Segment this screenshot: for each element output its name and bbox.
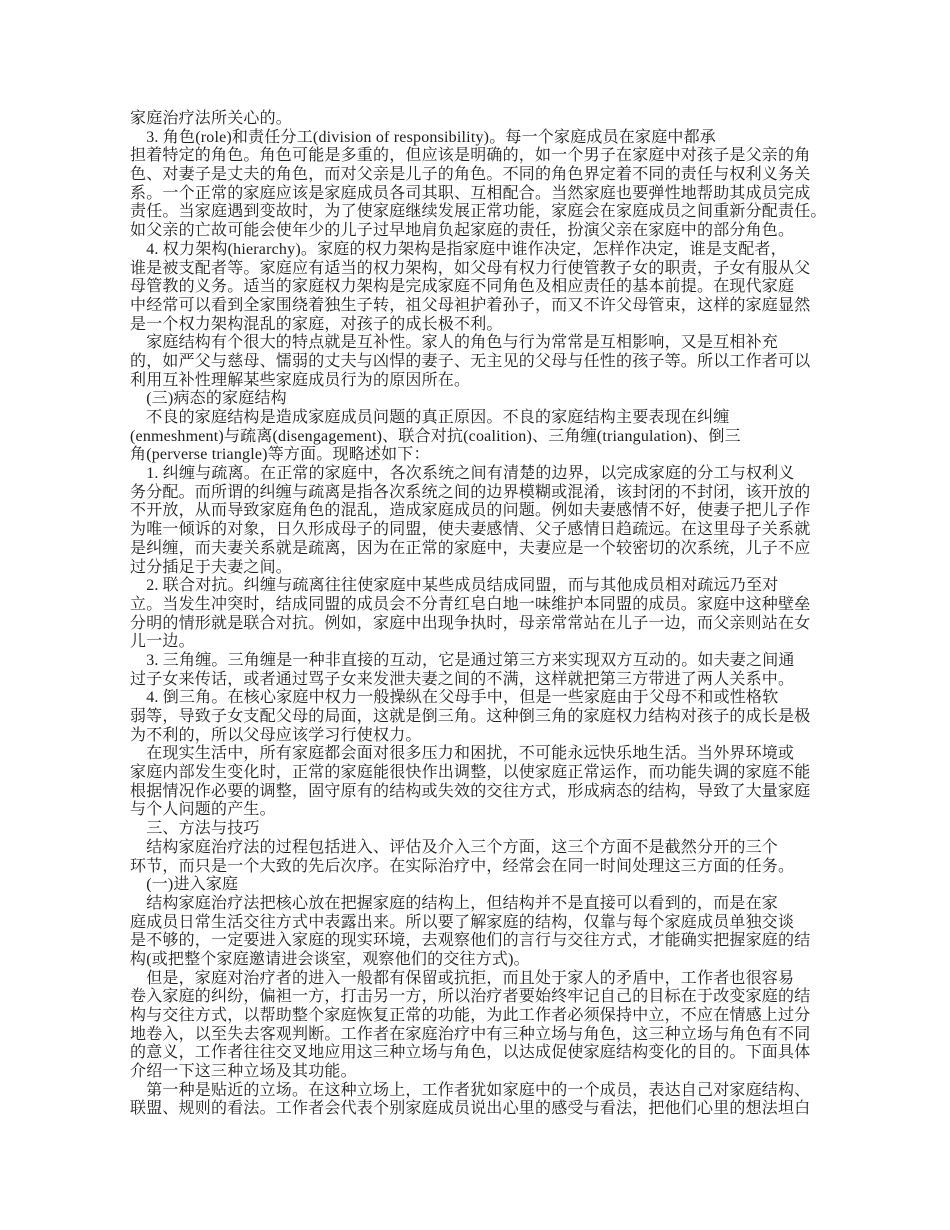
text-line: (一)进入家庭 (130, 876, 239, 894)
text-line: 中经常可以看到全家围绕着独生子转，祖父母袒护着孙子，而又不许父母管束，这样的家庭显然 (130, 296, 811, 314)
text-line: 第一种是贴近的立场。在这种立场上，工作者犹如家庭中的一个成员，表达自己对家庭结构、 (130, 1081, 811, 1099)
text-line: 立。当发生冲突时，结成同盟的成员会不分青红皂白地一味维护本同盟的成员。家庭中这种壁垒 (130, 595, 811, 613)
text-line: 2. 联合对抗。纠缠与疏离往往使家庭中某些成员结成同盟，而与其他成员相对疏远乃至对 (130, 577, 779, 595)
text-line: 不开放，从而导致家庭角色的混乱，造成家庭成员的问题。例如夫妻感情不好，使妻子把儿子作 (130, 502, 811, 520)
text-line: 为唯一倾诉的对象，日久形成母子的同盟，使夫妻感情、父子感情日趋疏远。在这里母子关系就 (130, 521, 811, 539)
text-line: 责任。当家庭遇到变故时，为了使家庭继续发展正常功能，家庭会在家庭成员之间重新分配责任。 (130, 203, 827, 221)
text-line: 色、对妻子是丈夫的角色，而对父亲是儿子的角色。不同的角色界定着不同的责任与权利义务关 (130, 166, 811, 184)
text-line: 介绍一下这三种立场及其功能。 (130, 1063, 357, 1081)
text-line: 环节，而只是一个大致的先后次序。在实际治疗中，经常会在同一时间处理这三方面的任务。 (130, 857, 795, 875)
text-line: 分明的情形就是联合对抗。例如，家庭中出现争执时，母亲常常站在儿子一边，而父亲则站在女 (130, 614, 811, 632)
text-line: 家庭治疗法所关心的。 (130, 110, 293, 127)
text-line: 是一个权力架构混乱的家庭，对孩子的成长极不利。 (130, 315, 503, 333)
text-line: 三、方法与技巧 (130, 820, 260, 838)
text-line: 弱等，导致子女支配父母的局面，这就是倒三角。这种倒三角的家庭权力结构对孩子的成长是极 (130, 708, 811, 725)
text-line: 系。一个正常的家庭应该是家庭成员各司其职、互相配合。当然家庭也要弹性地帮助其成员完成 (130, 184, 811, 202)
text-line: 庭成员日常生活交往方式中表露出来。所以要了解家庭的结构，仅靠与每个家庭成员单独交谈 (130, 913, 795, 931)
text-line: 地卷入，以至失去客观判断。工作者在家庭治疗中有三种立场与角色，这三种立场与角色有不同 (130, 1025, 811, 1043)
text-line: 家庭内部发生变化时，正常的家庭能很快作出调整，以使家庭正常运作，而功能失调的家庭不能 (130, 764, 811, 782)
text-line: 不良的家庭结构是造成家庭成员问题的真正原因。不良的家庭结构主要表现在纠缠 (130, 409, 730, 426)
text-line: 利用互补性理解某些家庭成员行为的原因所在。 (130, 371, 471, 389)
text-line: 4. 倒三角。在核心家庭中权力一般操纵在父母手中，但是一些家庭由于父母不和或性格软 (130, 689, 779, 707)
text-line: 结构家庭治疗法把核心放在把握家庭的结构上，但结构并不是直接可以看到的，而是在家 (130, 894, 779, 912)
text-line: 构(或把整个家庭邀请进会谈室，观察他们的交往方式)。 (130, 950, 530, 968)
text-line: 4. 权力架构(hierarchy)。家庭的权力架构是指家庭中谁作决定，怎样作决定，谁是支配者， (130, 240, 787, 258)
text-line: 务分配。而所谓的纠缠与疏离是指各次系统之间的边界模糊或混淆，该封闭的不封闭，该开放的 (130, 483, 811, 501)
text-line: 与个人问题的产生。 (130, 801, 276, 819)
text-line: 但是，家庭对治疗者的进入一般都有保留或抗拒，而且处于家人的矛盾中，工作者也很容易 (130, 969, 795, 987)
text-line: 是不够的，一定要进入家庭的现实环境，去观察他们的言行与交往方式，才能确实把握家庭的结 (130, 932, 811, 950)
text-line: 联盟、规则的看法。工作者会代表个别家庭成员说出心里的感受与看法，把他们心里的想法坦白 (130, 1100, 811, 1118)
text-line: 构与交往方式，以帮助整个家庭恢复正常的功能，为此工作者必须保持中立，不应在情感上过分 (130, 1007, 811, 1024)
text-line: 谁是被支配者等。家庭应有适当的权力架构，如父母有权力行使管教子女的职责，子女有服从父 (130, 259, 811, 277)
text-line: 如父亲的亡故可能会使年少的儿子过早地肩负起家庭的责任，扮演父亲在家庭中的部分角色。 (130, 222, 795, 240)
text-line: 结构家庭治疗法的过程包括进入、评估及介入三个方面，这三个方面不是截然分开的三个 (130, 838, 779, 856)
document-text (130, 110, 846, 1119)
text-line: 根据情况作必要的调整，固守原有的结构或失效的交往方式，形成病态的结构，导致了大量家庭 (130, 782, 811, 800)
text-line: 的，如严父与慈母、懦弱的丈夫与凶悍的妻子、无主见的父母与任性的孩子等。所以工作者可以 (130, 352, 811, 370)
text-line: 1. 纠缠与疏离。在正常的家庭中，各次系统之间有清楚的边界，以完成家庭的分工与权利义 (130, 465, 795, 483)
text-line: 过分插足于夫妻之间。 (130, 558, 293, 576)
text-line: 3. 角色(role)和责任分工(division of responsibility)。每一个家庭成员在家庭中都承 (130, 128, 716, 146)
text-line: 角(perverse triangle)等方面。现略述如下： (130, 446, 430, 464)
text-line: 是纠缠，而夫妻关系就是疏离，因为在正常的家庭中，夫妻应是一个较密切的次系统，儿子不应 (130, 539, 811, 557)
text-line: 为不利的，所以父母应该学习行使权力。 (130, 726, 422, 744)
text-line: 过子女来传话，或者通过骂子女来发泄夫妻之间的不满，这样就把第三方带进了两人关系中。 (130, 670, 795, 688)
text-line: (三)病态的家庭结构 (130, 390, 287, 408)
text-line: (enmeshment)与疏离(disengagement)、联合对抗(coalition)、三角缠(triangulation)、倒三 (130, 427, 741, 445)
text-line: 在现实生活中，所有家庭都会面对很多压力和困扰，不可能永远快乐地生活。当外界环境或 (130, 745, 795, 763)
text-line: 母管教的义务。适当的家庭权力架构是完成家庭不同角色及相应责任的基本前提。在现代家庭 (130, 278, 795, 296)
text-line: 3. 三角缠。三角缠是一种非直接的互动，它是通过第三方来实现双方互动的。如夫妻之间通 (130, 651, 795, 669)
text-line: 担着特定的角色。角色可能是多重的，但应该是明确的，如一个男子在家庭中对孩子是父亲的角 (130, 147, 811, 165)
text-line: 儿一边。 (130, 633, 195, 651)
text-line: 卷入家庭的纠纷，偏袒一方，打击另一方，所以治疗者要始终牢记自己的目标在于改变家庭的结 (130, 988, 811, 1006)
text-line: 家庭结构有个很大的特点就是互补性。家人的角色与行为常常是互相影响，又是互相补充 (130, 334, 779, 352)
text-line: 的意义，工作者往往交叉地应用这三种立场与角色，以达成促使家庭结构变化的目的。下面具体 (130, 1044, 811, 1062)
